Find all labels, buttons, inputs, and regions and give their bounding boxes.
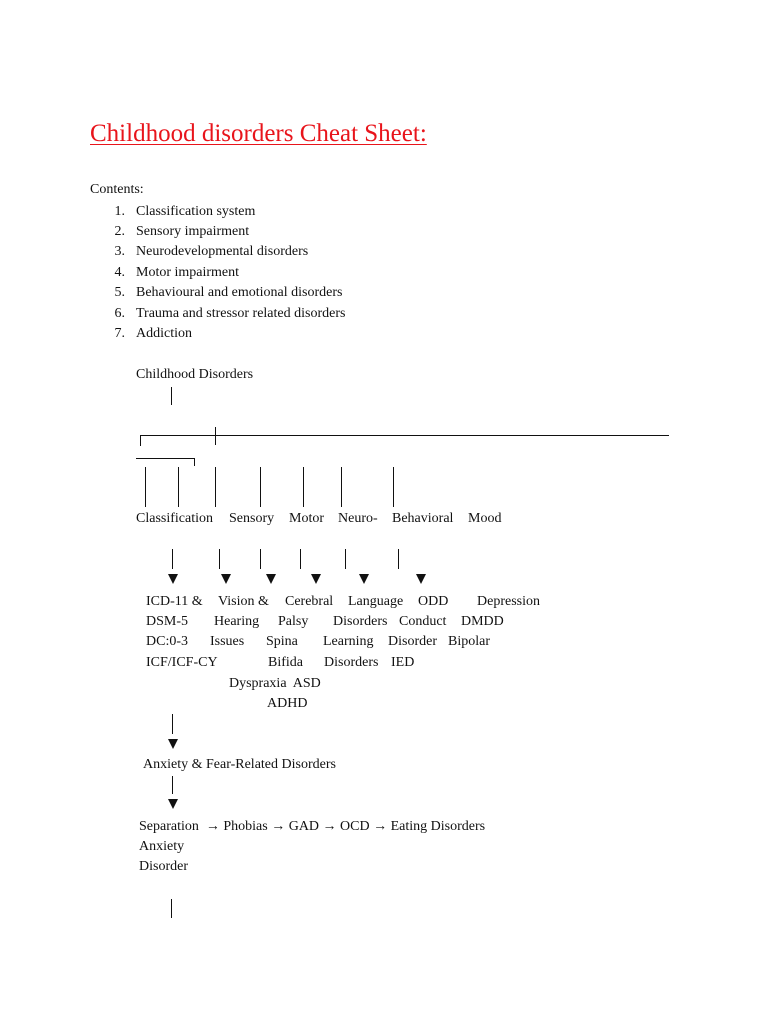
detail-item: Vision & [218, 594, 269, 609]
anxiety-heading: Anxiety & Fear-Related Disorders [143, 757, 336, 772]
detail-item: Depression [477, 594, 540, 609]
connector-line [178, 467, 179, 507]
connector-line [194, 458, 195, 466]
anxiety-chain-sub: Disorder [139, 859, 188, 874]
contents-item-number: 1. [114, 204, 125, 219]
arrow-down-icon [311, 574, 321, 584]
category-behavioral: Behavioral [392, 511, 454, 526]
contents-label: Contents: [90, 182, 144, 197]
category-motor: Motor [289, 511, 324, 526]
arrow-down-icon [168, 739, 178, 749]
detail-item: Hearing [214, 614, 260, 629]
contents-item-number: 6. [114, 306, 125, 321]
connector-line [260, 549, 261, 569]
connector-line [172, 714, 173, 734]
contents-item-label: Motor impairment [136, 265, 240, 280]
arrow-down-icon [266, 574, 276, 584]
connector-line [393, 467, 394, 507]
contents-item-label: Classification system [136, 204, 256, 219]
connector-line [172, 776, 173, 794]
detail-item: ODD [418, 594, 449, 609]
connector-line [215, 467, 216, 507]
contents-item-label: Behavioural and emotional disorders [136, 285, 343, 300]
detail-item: Learning [323, 634, 374, 649]
contents-item-number: 4. [114, 265, 125, 280]
contents-item-number: 5. [114, 285, 125, 300]
connector-line [215, 427, 216, 445]
anxiety-chain-sub: Anxiety [139, 839, 185, 854]
anxiety-chain: Separation → Phobias → GAD → OCD → Eating Disorders [139, 819, 486, 834]
category-neuro: Neuro- [338, 511, 378, 526]
connector-line [300, 549, 301, 569]
detail-item: ICD-11 & [146, 594, 203, 609]
category-classification: Classification [136, 511, 213, 526]
connector-line [219, 549, 220, 569]
detail-item: Disorders [324, 655, 379, 670]
detail-item: Bipolar [448, 634, 490, 649]
contents-item-number: 3. [114, 244, 125, 259]
contents-item-label: Sensory impairment [136, 224, 250, 239]
detail-item: Disorders [333, 614, 388, 629]
category-sensory: Sensory [229, 511, 275, 526]
detail-item: Bifida [268, 655, 303, 670]
detail-item: ADHD [267, 696, 308, 711]
detail-item: IED [391, 655, 415, 670]
detail-item: DSM-5 [146, 614, 189, 629]
detail-item: Language [348, 594, 404, 609]
arrow-down-icon [168, 799, 178, 809]
detail-item: Conduct [399, 614, 447, 629]
connector-line [140, 435, 669, 436]
connector-line [260, 467, 261, 507]
detail-item: Disorder [388, 634, 437, 649]
detail-item: Cerebral [285, 594, 334, 609]
contents-item-number: 2. [114, 224, 125, 239]
arrow-down-icon [359, 574, 369, 584]
connector-line [341, 467, 342, 507]
detail-item: ICF/ICF-CY [146, 655, 218, 670]
contents-item-number: 7. [114, 326, 125, 341]
connector-line [398, 549, 399, 569]
arrow-down-icon [168, 574, 178, 584]
contents-item-label: Addiction [136, 326, 192, 341]
connector-line [303, 467, 304, 507]
detail-item: Dyspraxia ASD [229, 676, 321, 691]
page-title: Childhood disorders Cheat Sheet: [90, 120, 427, 147]
connector-line [136, 458, 195, 459]
category-mood: Mood [468, 511, 502, 526]
detail-item: DMDD [461, 614, 504, 629]
diagram-root-label: Childhood Disorders [136, 367, 254, 382]
contents-item-label: Neurodevelopmental disorders [136, 244, 309, 259]
connector-line [345, 549, 346, 569]
detail-item: Issues [210, 634, 245, 649]
detail-item: DC:0-3 [146, 634, 188, 649]
connector-line [172, 549, 173, 569]
detail-item: Spina [266, 634, 298, 649]
arrow-down-icon [221, 574, 231, 584]
detail-item: Palsy [278, 614, 309, 629]
connector-line [145, 467, 146, 507]
arrow-down-icon [416, 574, 426, 584]
connector-line [171, 387, 172, 405]
connector-line [171, 899, 172, 918]
contents-item-label: Trauma and stressor related disorders [136, 306, 346, 321]
connector-line [140, 435, 141, 446]
